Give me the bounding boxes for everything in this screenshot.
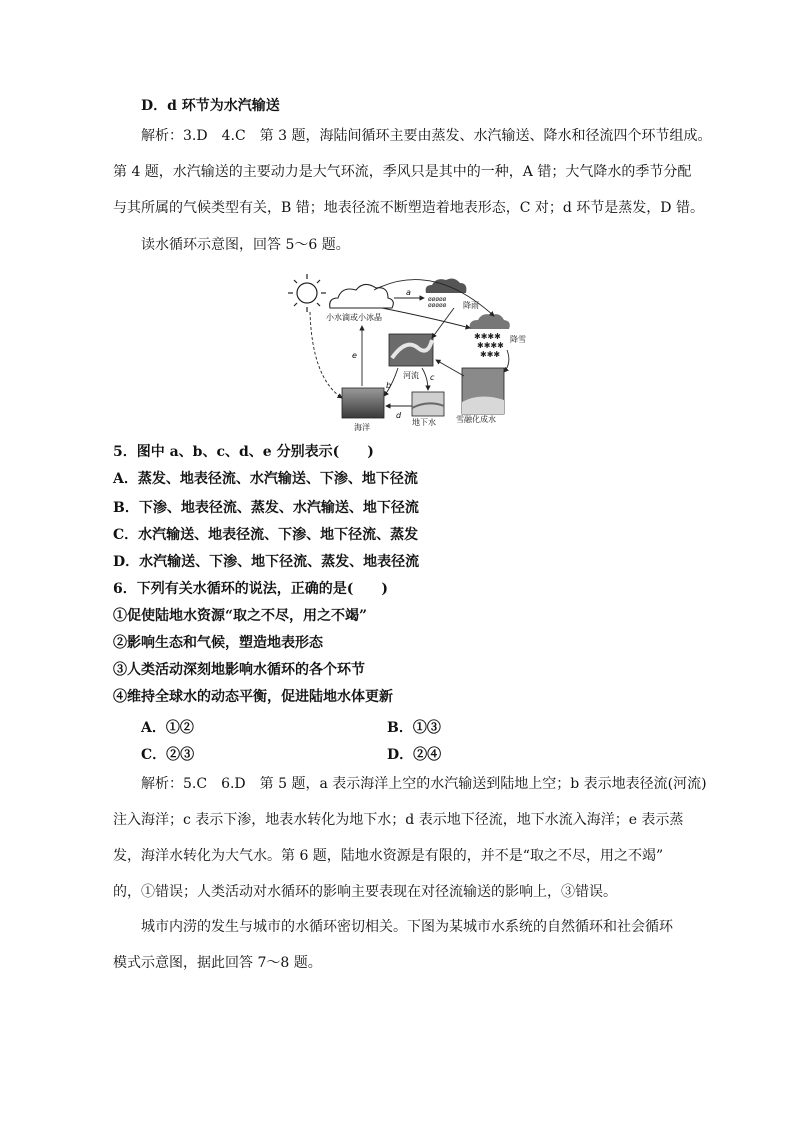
question-intro: 读水循环示意图，回答 5～6 题。 [141, 237, 350, 253]
answer-explanation-line: 注入海洋；c 表示下渗，地表水转化为地下水；d 表示地下径流，地下水流入海洋；e 表示蒸 [113, 812, 684, 828]
arrow-letter: e [352, 351, 357, 360]
cloud-label: 小水滴或小冰晶 [326, 313, 382, 322]
question-6-option: B．①③ [387, 720, 441, 736]
question-6-statement: ②影响生态和气候，塑造地表形态 [113, 635, 323, 651]
water-cycle-diagram [282, 268, 542, 434]
river-label: 河流 [403, 371, 419, 380]
arrow-cloud-to-snow [382, 308, 470, 328]
svg-text:✱✱✱✱: ✱✱✱✱ [477, 341, 504, 350]
question-6-option: D．②④ [387, 747, 442, 763]
sun-icon [288, 274, 326, 312]
groundwater-image [412, 392, 444, 416]
answer-explanation-line: 的，①错误；人类活动对水循环的影响主要表现在对径流输送的影响上，③错误。 [113, 884, 617, 900]
arrow-sun-to-ocean [310, 312, 342, 398]
snow-cloud-icon [470, 314, 510, 359]
river-image [389, 334, 433, 366]
svg-text:✱✱✱✱: ✱✱✱✱ [474, 332, 501, 341]
cloud-icon [330, 284, 394, 308]
answer-explanation-line: 与其所属的气候类型有关，B 错；地表径流不断塑造着地表形态，C 对；d 环节是蒸发，D 错。 [113, 200, 704, 216]
ocean-label: 海洋 [354, 423, 370, 432]
arrow-letter: a [406, 288, 411, 297]
question-6-option: A．①② [141, 720, 194, 736]
ocean-image [342, 388, 384, 418]
arrow-melt-to-river [436, 360, 464, 376]
arrow-letter: d [396, 411, 402, 420]
question-intro: 模式示意图，据此回答 7～8 题。 [113, 955, 322, 971]
question-6-statement: ③人类活动深刻地影响水循环的各个环节 [113, 662, 365, 678]
question-5-option: C．水汽输送、地表径流、下渗、地下径流、蒸发 [113, 527, 419, 543]
rain-cloud-icon [426, 279, 467, 309]
answer-explanation-line: 解析：3.D 4.C 第 3 题，海陆间循环主要由蒸发、水汽输送、降水和径流四个环节组成。 [141, 128, 712, 144]
question-6-statement: ④维持全球水的动态平衡，促进陆地水体更新 [113, 689, 393, 705]
snowmelt-image [462, 368, 504, 414]
answer-explanation-line: 发，海洋水转化为大气水。第 6 题，陆地水资源是有限的，并不是“取之不尽，用之不竭” [113, 848, 664, 864]
q4-option-d: D．d 环节为水汽输送 [141, 98, 280, 114]
answer-explanation-line: 解析：5.C 6.D 第 5 题，a 表示海洋上空的水汽输送到陆地上空；b 表示地表径流(河流) [141, 776, 707, 792]
answer-explanation-line: 第 4 题，水汽输送的主要动力是大气环流，季风只是其中的一种，A 错；大气降水的季节分配 [113, 164, 692, 180]
question-5-option: D．水汽输送、下渗、地下径流、蒸发、地表径流 [113, 554, 420, 570]
question-6-statement: ①促使陆地水资源“取之不尽，用之不竭” [113, 608, 368, 624]
question-6-stem: 6．下列有关水循环的说法，正确的是( ) [113, 581, 388, 597]
arrow-letter: b [386, 381, 392, 390]
arrow-c [422, 368, 428, 390]
question-6-option: C．②③ [141, 747, 195, 763]
question-5-stem: 5．图中 a、b、c、d、e 分别表示( ) [113, 444, 374, 460]
question-5-option: A．蒸发、地表径流、水汽输送、下渗、地下径流 [113, 471, 418, 487]
groundwater-label: 地下水 [412, 418, 436, 427]
arrow-snow-to-melt [504, 350, 509, 372]
svg-text:øøøøø: øøøøø [428, 296, 447, 303]
arrow-letter: c [430, 373, 435, 382]
snow-label: 降雪 [510, 335, 526, 344]
question-intro: 城市内涝的发生与城市的水循环密切相关。下图为某城市水系统的自然循环和社会循环 [141, 919, 673, 935]
rain-label: 降雨 [463, 301, 479, 310]
svg-text:✱✱✱: ✱✱✱ [480, 350, 501, 359]
snowmelt-label: 雪融化成水 [456, 415, 496, 424]
svg-text:øøøøø: øøøøø [428, 302, 447, 309]
question-5-option: B．下渗、地表径流、蒸发、水汽输送、地下径流 [113, 500, 419, 516]
